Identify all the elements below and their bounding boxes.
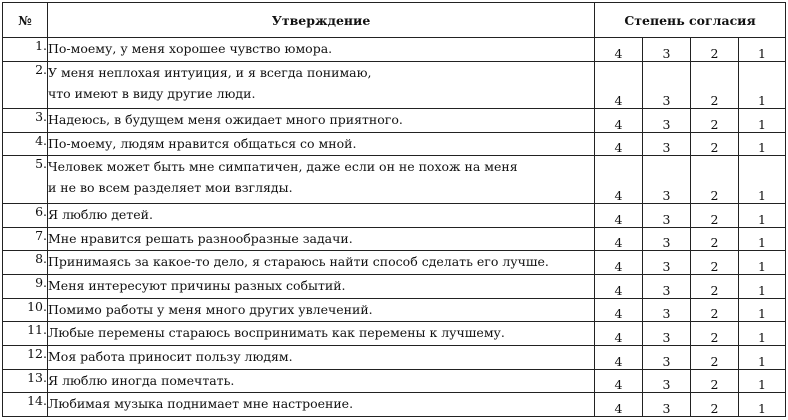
agreement-option-2[interactable]: 2 — [691, 61, 739, 108]
agreement-option-1[interactable]: 1 — [739, 156, 786, 203]
agreement-option-2[interactable]: 2 — [691, 251, 739, 275]
statement-text: что имеют в виду другие люди. — [48, 85, 256, 101]
agreement-option-4[interactable]: 4 — [595, 251, 643, 275]
agreement-option-1[interactable]: 1 — [739, 109, 786, 133]
row-number: 1. — [3, 38, 48, 62]
agreement-option-3[interactable]: 3 — [643, 38, 691, 62]
statement-cell — [48, 109, 595, 133]
table-row — [3, 132, 786, 156]
agreement-option-3[interactable]: 3 — [643, 345, 691, 369]
statement-text: Любые перемены стараюсь воспринимать как перемены к лучшему. — [48, 325, 505, 341]
statement-cell — [48, 132, 595, 156]
statement-text: Мне нравится решать разнообразные задачи. — [48, 230, 353, 246]
agreement-option-4[interactable]: 4 — [595, 203, 643, 227]
agreement-option-2[interactable]: 2 — [691, 38, 739, 62]
table-row — [3, 345, 786, 369]
table-body — [3, 38, 786, 417]
agreement-option-2[interactable]: 2 — [691, 393, 739, 417]
statement-cell — [48, 274, 595, 298]
agreement-option-4[interactable]: 4 — [595, 227, 643, 251]
agreement-option-1[interactable]: 1 — [739, 251, 786, 275]
statement-cell — [48, 393, 595, 417]
header-row — [3, 3, 786, 38]
row-number: 14. — [3, 393, 48, 417]
statement-text: У меня неплохая интуиция, и я всегда понимаю, — [48, 64, 372, 80]
agreement-option-2[interactable]: 2 — [691, 132, 739, 156]
statement-text: Принимаясь за какое-то дело, я стараюсь найти способ сделать его лучше. — [48, 254, 549, 270]
table-row — [3, 251, 786, 275]
statement-text: Меня интересуют причины разных событий. — [48, 277, 346, 293]
row-number: 10. — [3, 298, 48, 322]
statement-cell — [48, 156, 595, 203]
statement-text: По-моему, людям нравится общаться со мной. — [48, 135, 357, 151]
questionnaire-table — [2, 2, 786, 417]
statement-cell — [48, 369, 595, 393]
row-number: 2. — [3, 61, 48, 108]
statement-cell — [48, 227, 595, 251]
agreement-option-4[interactable]: 4 — [595, 156, 643, 203]
statement-text: Любимая музыка поднимает мне настроение. — [48, 396, 354, 412]
statement-text: Надеюсь, в будущем меня ожидает много приятного. — [48, 112, 403, 128]
statement-text: Помимо работы у меня много других увлечений. — [48, 301, 373, 317]
table-row — [3, 156, 786, 203]
agreement-option-4[interactable]: 4 — [595, 298, 643, 322]
table-row — [3, 38, 786, 62]
agreement-option-2[interactable]: 2 — [691, 203, 739, 227]
agreement-option-1[interactable]: 1 — [739, 227, 786, 251]
agreement-option-1[interactable]: 1 — [739, 298, 786, 322]
agreement-option-2[interactable]: 2 — [691, 369, 739, 393]
agreement-option-1[interactable]: 1 — [739, 345, 786, 369]
agreement-option-2[interactable]: 2 — [691, 156, 739, 203]
table-row — [3, 109, 786, 133]
agreement-option-4[interactable]: 4 — [595, 322, 643, 346]
statement-text: По-моему, у меня хорошее чувство юмора. — [48, 41, 333, 56]
agreement-option-2[interactable]: 2 — [691, 298, 739, 322]
table-row — [3, 227, 786, 251]
agreement-option-2[interactable]: 2 — [691, 109, 739, 133]
table-row — [3, 369, 786, 393]
statement-text: Человек может быть мне симпатичен, даже если он не похож на меня — [48, 159, 518, 175]
table-row — [3, 203, 786, 227]
header-number: № — [3, 3, 48, 38]
agreement-option-4[interactable]: 4 — [595, 109, 643, 133]
agreement-option-2[interactable]: 2 — [691, 322, 739, 346]
row-number: 13. — [3, 369, 48, 393]
row-number: 8. — [3, 251, 48, 275]
agreement-option-1[interactable]: 1 — [739, 393, 786, 417]
row-number: 6. — [3, 203, 48, 227]
row-number: 12. — [3, 345, 48, 369]
statement-cell — [48, 38, 595, 62]
agreement-option-1[interactable]: 1 — [739, 38, 786, 62]
agreement-option-3[interactable]: 3 — [643, 227, 691, 251]
agreement-option-4[interactable]: 4 — [595, 393, 643, 417]
agreement-option-2[interactable]: 2 — [691, 345, 739, 369]
statement-cell — [48, 345, 595, 369]
header-agreement-degree: Степень согласия — [595, 3, 786, 38]
statement-cell — [48, 61, 595, 108]
agreement-option-1[interactable]: 1 — [739, 132, 786, 156]
agreement-option-4[interactable]: 4 — [595, 345, 643, 369]
agreement-option-2[interactable]: 2 — [691, 274, 739, 298]
agreement-option-3[interactable]: 3 — [643, 393, 691, 417]
agreement-option-3[interactable]: 3 — [643, 322, 691, 346]
agreement-option-3[interactable]: 3 — [643, 298, 691, 322]
statement-text: и не во всем разделяет мои взгляды. — [48, 180, 293, 196]
statement-text: Я люблю иногда помечтать. — [48, 372, 235, 388]
agreement-option-3[interactable]: 3 — [643, 132, 691, 156]
statement-cell — [48, 203, 595, 227]
agreement-option-4[interactable]: 4 — [595, 274, 643, 298]
agreement-option-3[interactable]: 3 — [643, 274, 691, 298]
table-row — [3, 274, 786, 298]
agreement-option-4[interactable]: 4 — [595, 61, 643, 108]
table-row — [3, 61, 786, 108]
row-number: 5. — [3, 156, 48, 203]
agreement-option-1[interactable]: 1 — [739, 322, 786, 346]
agreement-option-1[interactable]: 1 — [739, 369, 786, 393]
agreement-option-3[interactable]: 3 — [643, 109, 691, 133]
agreement-option-4[interactable]: 4 — [595, 38, 643, 62]
agreement-option-3[interactable]: 3 — [643, 251, 691, 275]
table-row — [3, 322, 786, 346]
row-number: 11. — [3, 322, 48, 346]
row-number: 7. — [3, 227, 48, 251]
table-row — [3, 298, 786, 322]
row-number: 3. — [3, 109, 48, 133]
statement-text: Моя работа приносит пользу людям. — [48, 348, 293, 364]
agreement-option-1[interactable]: 1 — [739, 61, 786, 108]
statement-cell — [48, 251, 595, 275]
agreement-option-3[interactable]: 3 — [643, 156, 691, 203]
row-number: 4. — [3, 132, 48, 156]
statement-text: Я люблю детей. — [48, 206, 153, 222]
header-statement: Утверждение — [48, 3, 595, 38]
agreement-option-1[interactable]: 1 — [739, 274, 786, 298]
agreement-option-4[interactable]: 4 — [595, 369, 643, 393]
statement-cell — [48, 322, 595, 346]
statement-cell — [48, 298, 595, 322]
agreement-option-3[interactable]: 3 — [643, 203, 691, 227]
table-row — [3, 393, 786, 417]
agreement-option-1[interactable]: 1 — [739, 203, 786, 227]
agreement-option-4[interactable]: 4 — [595, 132, 643, 156]
agreement-option-3[interactable]: 3 — [643, 369, 691, 393]
agreement-option-2[interactable]: 2 — [691, 227, 739, 251]
row-number: 9. — [3, 274, 48, 298]
agreement-option-3[interactable]: 3 — [643, 61, 691, 108]
